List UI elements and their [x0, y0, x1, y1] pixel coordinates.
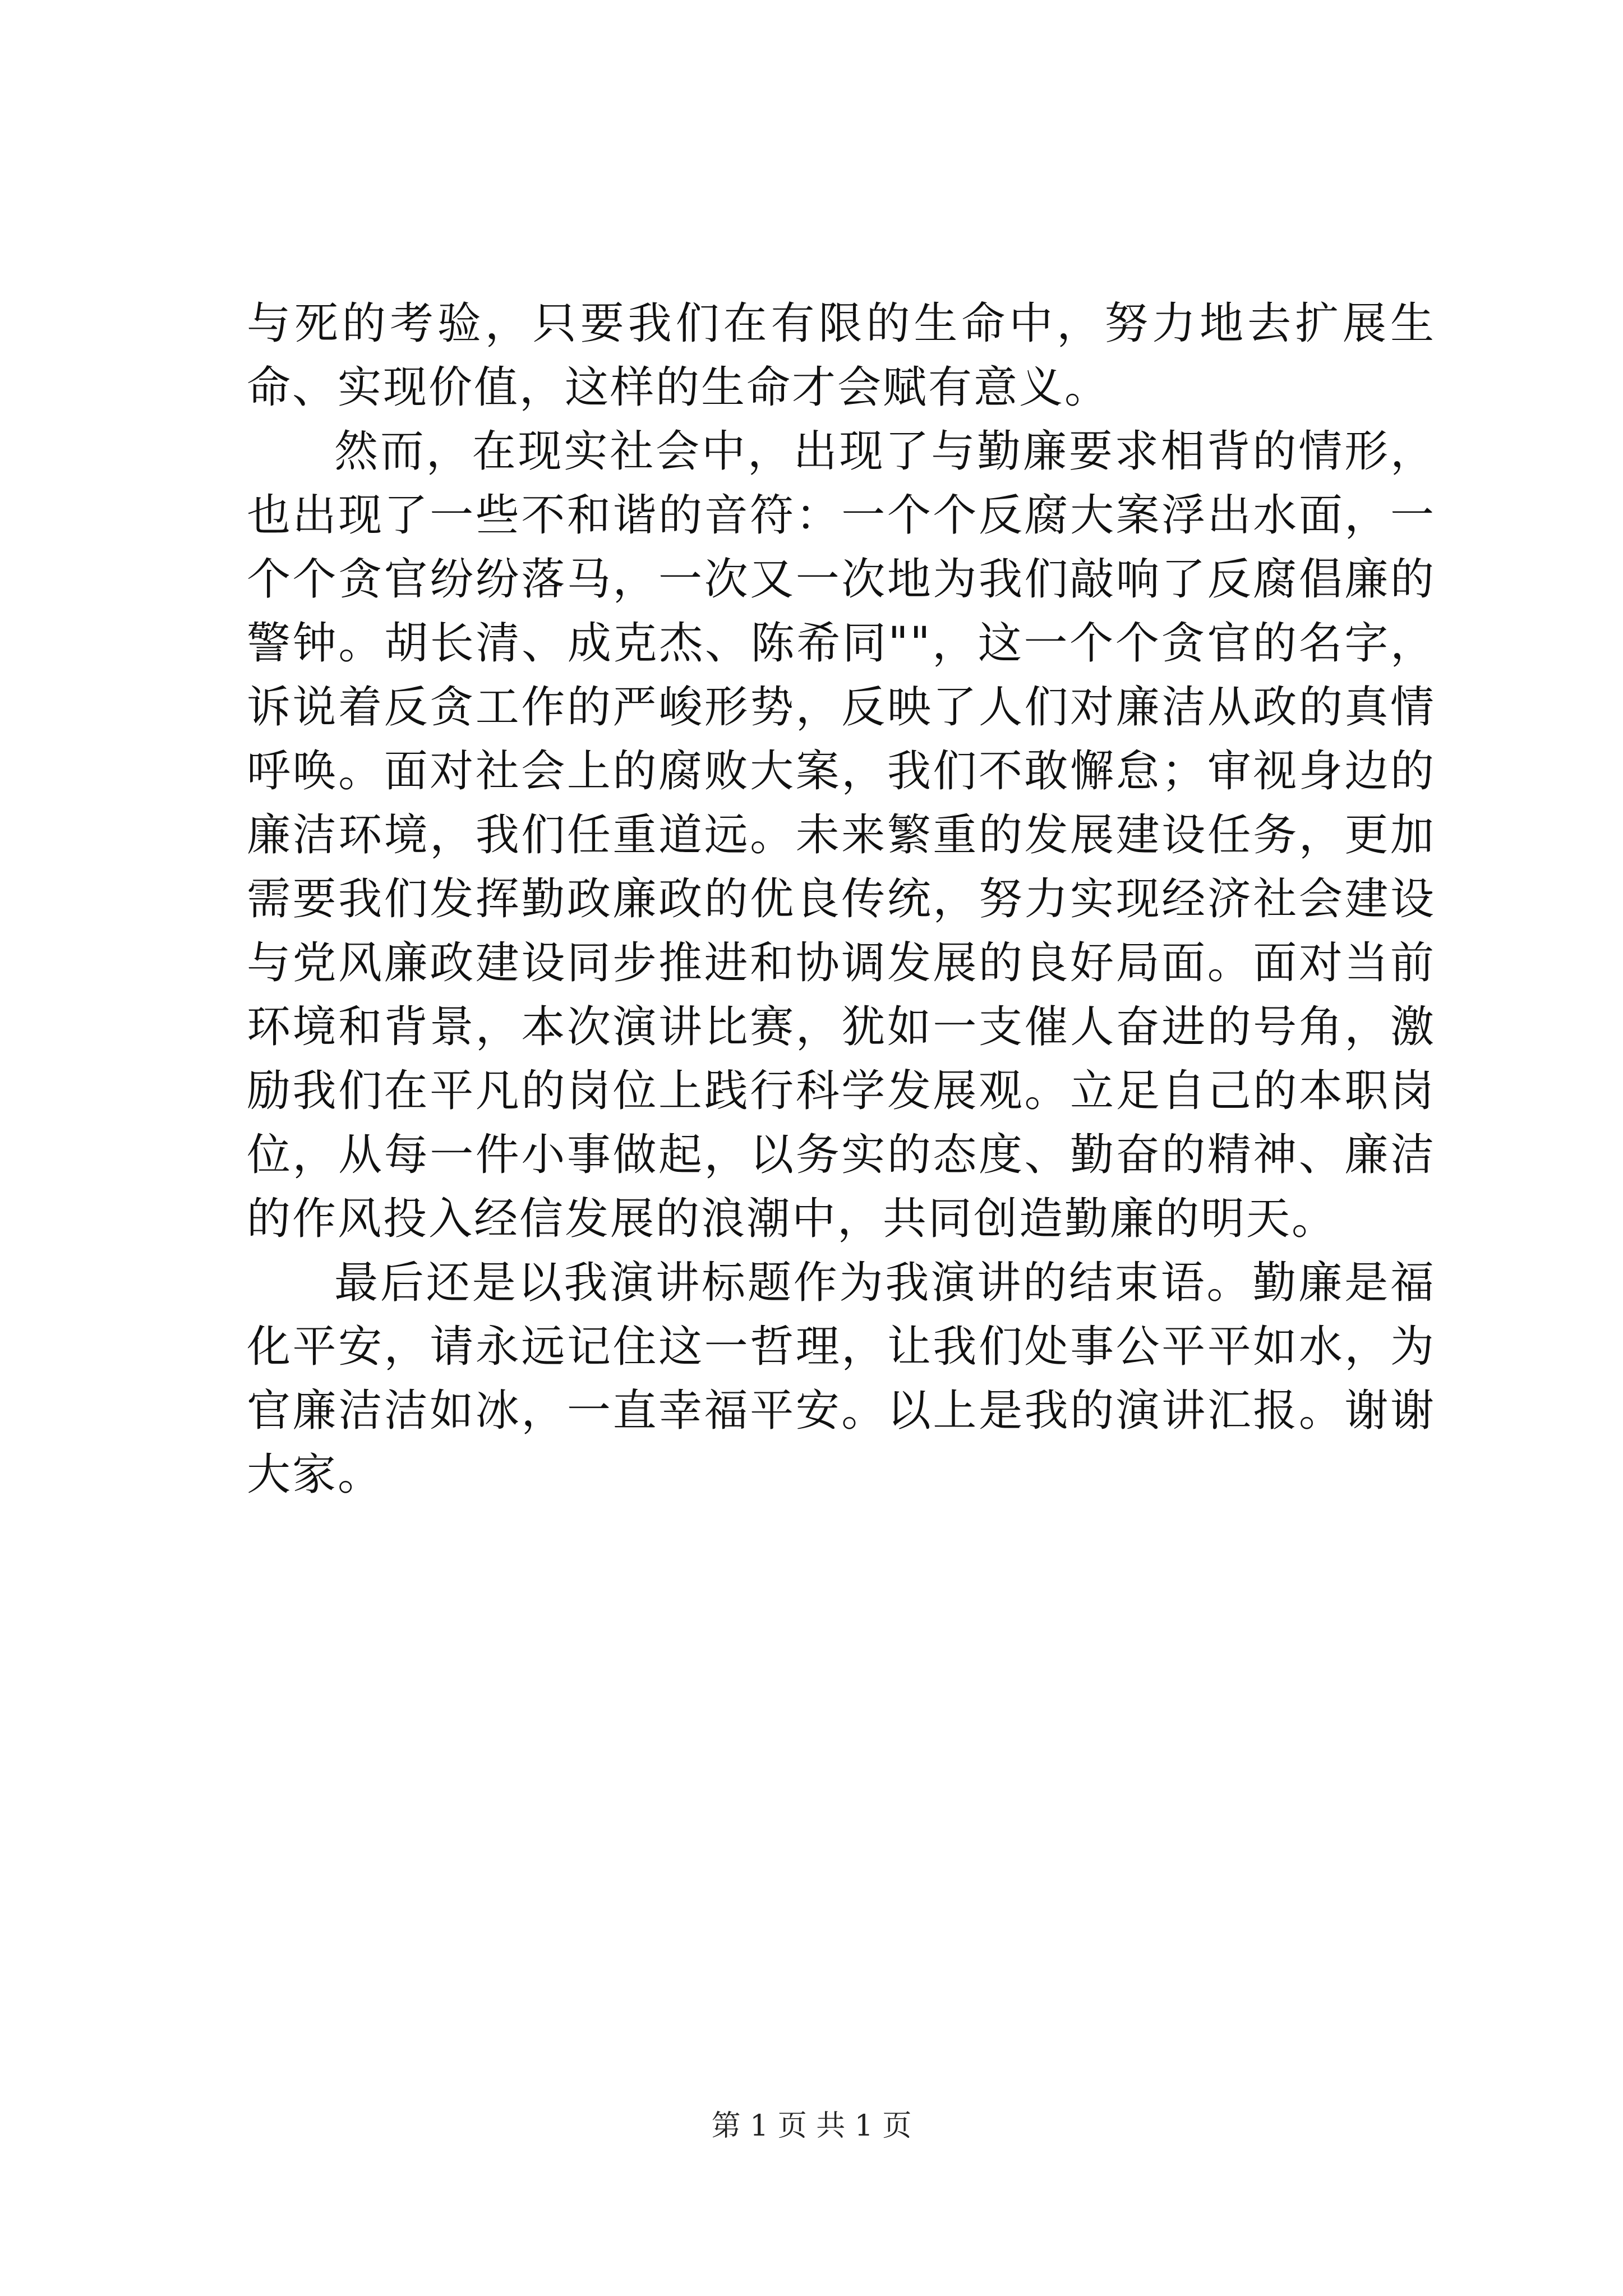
page-footer: 第 1 页 共 1 页	[711, 2109, 912, 2143]
paragraph-3: 最后还是以我演讲标题作为我演讲的结束语。勤廉是福化平安，请永远记住这一哲理，让我们处事公平平如水，为官廉洁洁如冰，一直幸福平安。以上是我的演讲汇报。谢谢大家。	[247, 1258, 1436, 1500]
paragraph-2: 然而，在现实社会中，出现了与勤廉要求相背的情形，也出现了一些不和谐的音符：一个个反腐大案浮出水面，一个个贪官纷纷落马，一次又一次地为我们敲响了反腐倡廉的警钟。胡长清、成克杰、陈希同""，这一个个贪官的名字，诉说着反贪工作的严峻形势，反映了人们对廉洁从政的真情呼唤。面对社会上的腐败大案，我们不敢懈怠；审视身边的廉洁环境，我们任重道远。未来繁重的发展建设任务，更加需要我们发挥勤政廉政的优良传统，努力实现经济社会建设与党风廉政建设同步推进和协调发展的良好局面。面对当前环境和背景，本次演讲比赛，犹如一支催人奋进的号角，激励我们在平凡的岗位上践行科学发展观。立足自己的本职岗位，从每一件小事做起，以务实的态度、勤奋的精神、廉洁的作风投入经信发展的浪潮中，共同创造勤廉的明天。	[247, 426, 1436, 1244]
paragraph-1: 与死的考验，只要我们在有限的生命中，努力地去扩展生命、实现价值，这样的生命才会赋有意义。	[247, 298, 1436, 413]
document-body	[247, 292, 1436, 1507]
